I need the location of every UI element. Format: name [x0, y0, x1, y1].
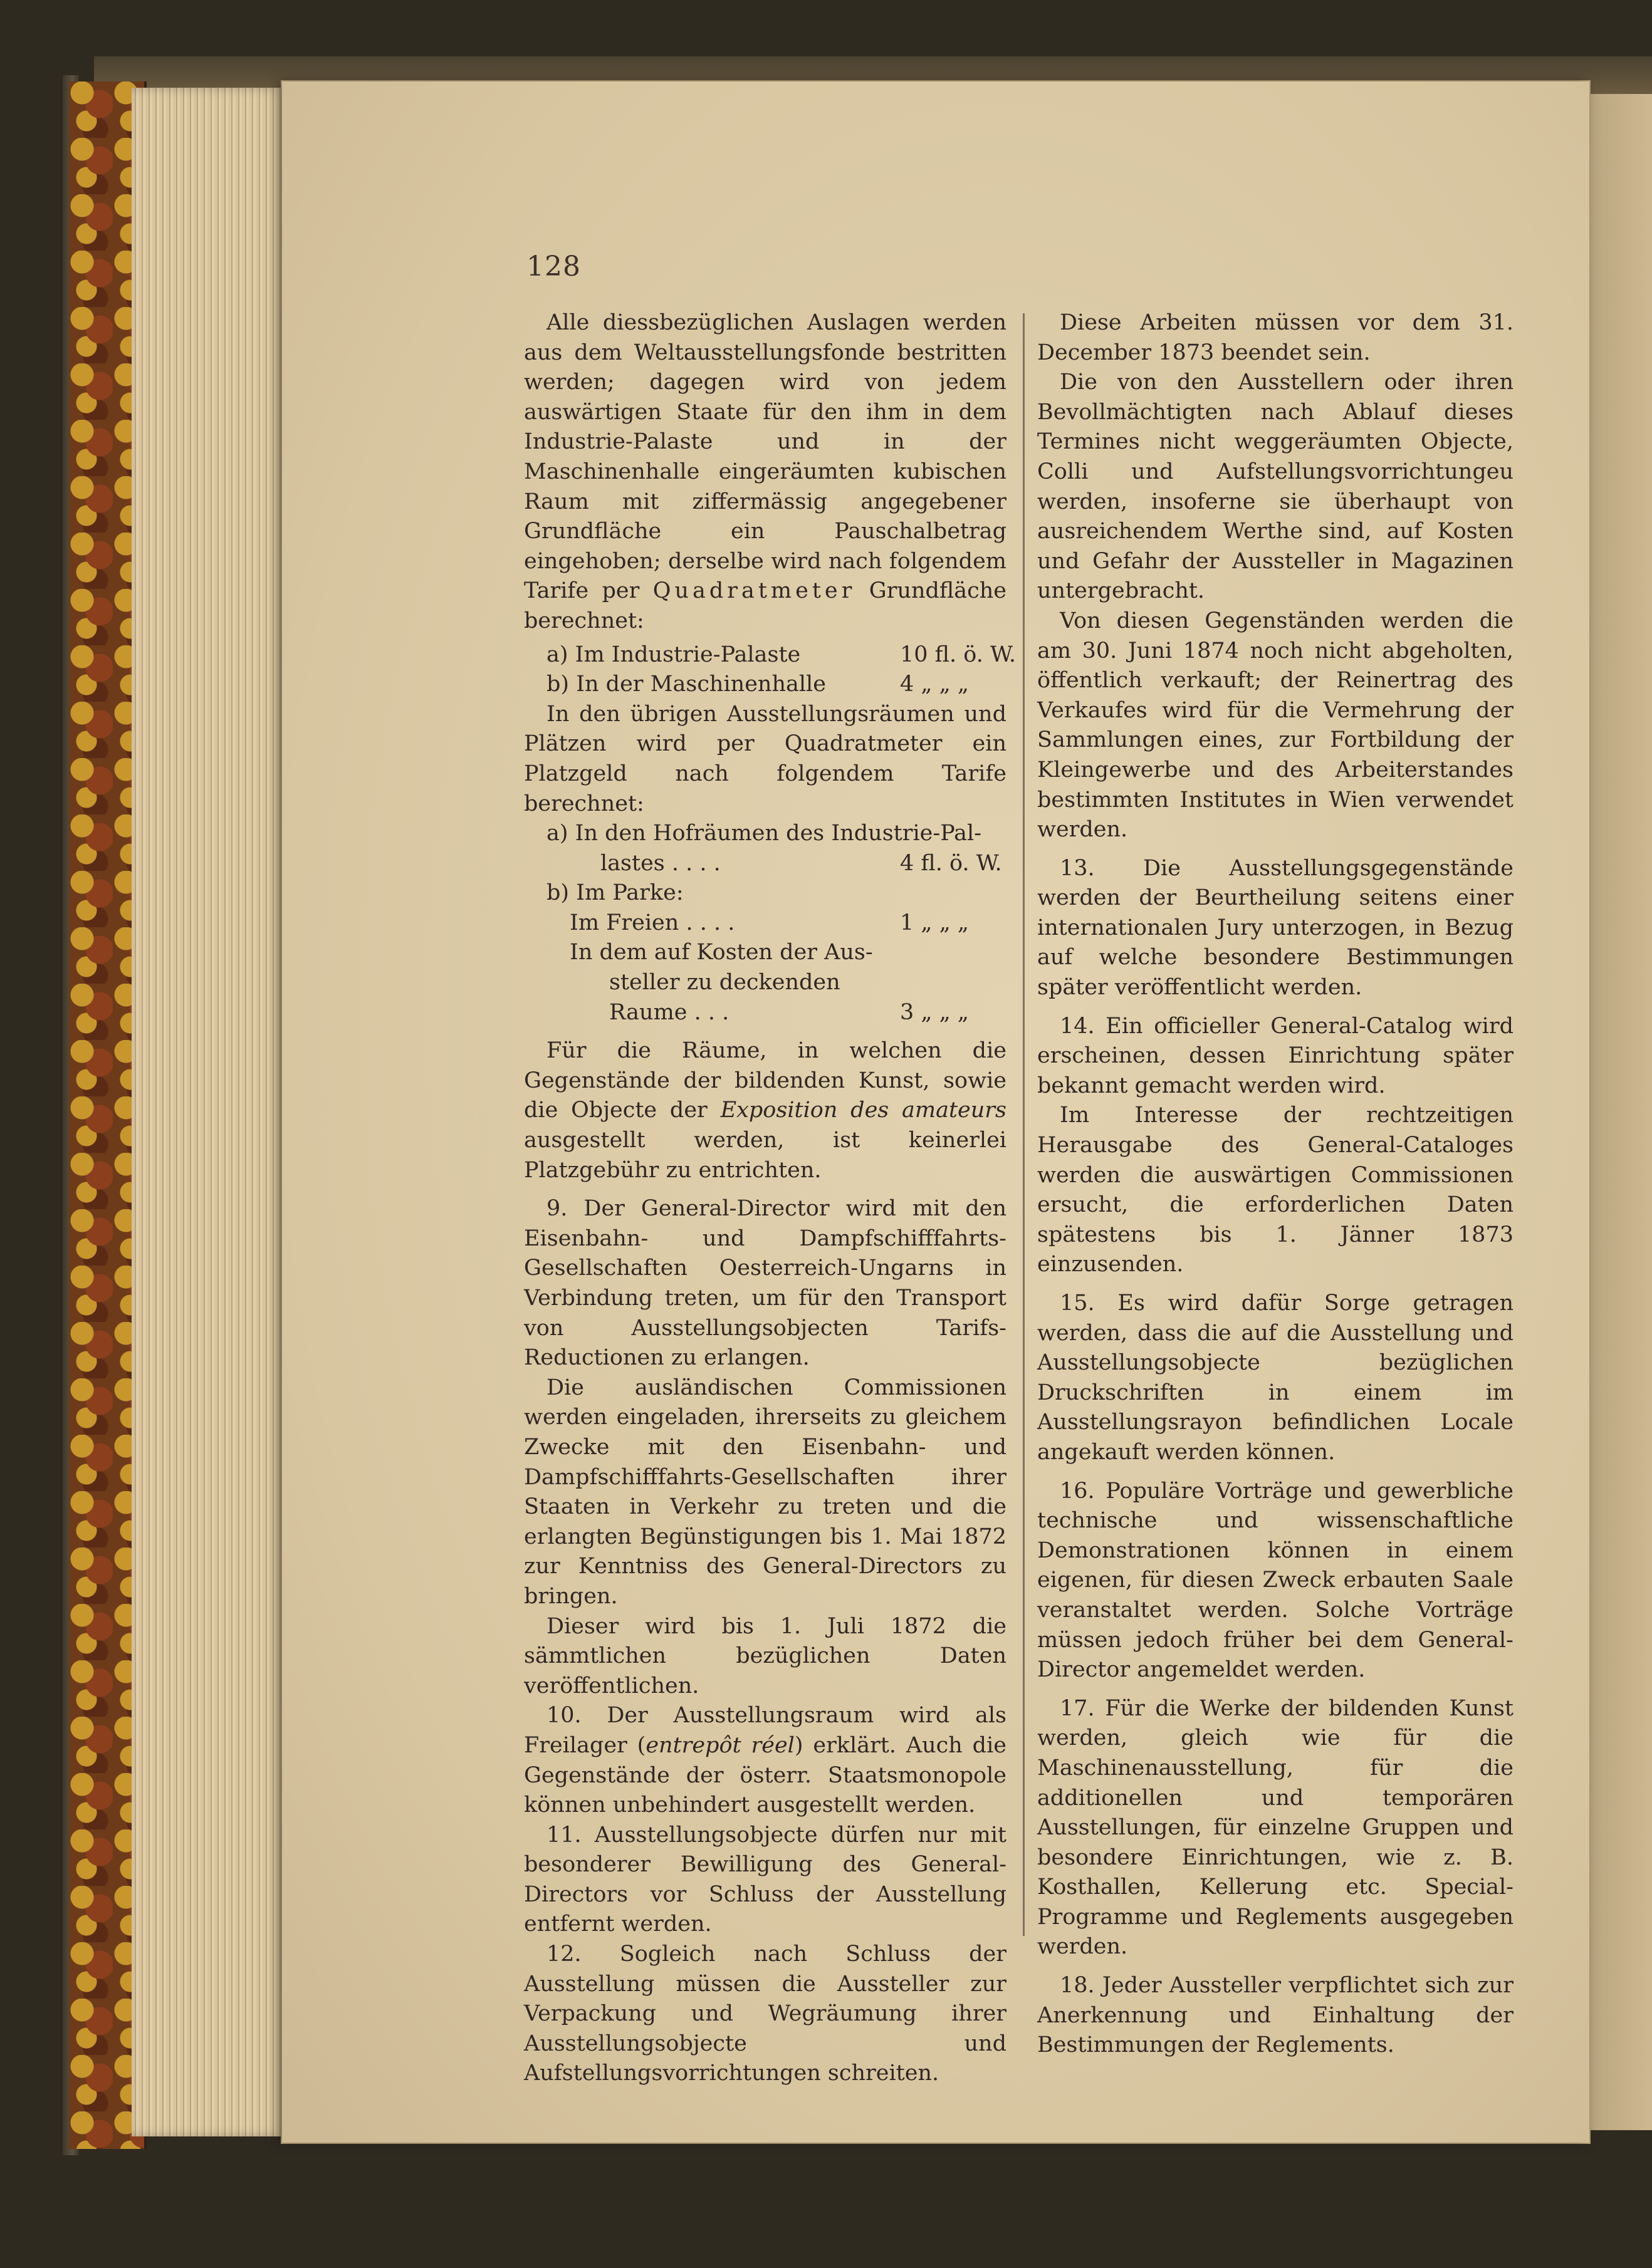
tariff-label: lastes . . . .: [600, 850, 721, 876]
tariff-label: b) In der Maschinenhalle: [546, 672, 826, 697]
text-kunst-end: ausgestellt werden, ist keinerlei Platzgebühr zu entrichten.: [524, 1128, 1006, 1183]
tariff-label: a) In den Hofräumen des Industrie-Pal-: [546, 821, 982, 846]
left-column: [524, 308, 1016, 2089]
tariff-price: 4 „ „ „: [900, 672, 970, 697]
paragraph-16: 16. Populäre Vorträge und gewerbliche technische und wissenschaftliche Demonstrationen können in einem eigenen, für diesen Zweck erbauten Saale veranstaltet werden. Solche Vorträge müssen jedoch früher bei dem General-Director angemeldet werden.: [1037, 1478, 1513, 1683]
paragraph-10: [524, 1701, 1006, 1820]
paragraph-14-cataloges: Im Interesse der rechtzeitigen Herausgabe des General-Cataloges werden die auswärtigen Commissionen ersucht, die erforderlichen Daten spätestens bis 1. Jänner 1873 einzusenden.: [1037, 1103, 1513, 1277]
tariff-price: 3 „ „ „: [900, 999, 970, 1025]
tariff-row-industrie-palaste: [524, 640, 1016, 670]
tariff-label: Raume . . .: [609, 999, 729, 1025]
text-entrepot-reel: entrepôt réel: [646, 1732, 795, 1758]
text-quadratmeter: Quadratmeter: [652, 578, 856, 604]
tariff-price: 4 fl. ö. W.: [900, 850, 1002, 876]
paragraph-9-commissionen: Die ausländischen Commissionen werden eingeladen, ihrerseits zu gleichem Zwecke mit den Eisenbahn- und Dampfschifffahrts-Gesellschaften ihrer Staaten in Verkehr zu treten und die erlangten Begünstigungen bis 1. Mai 1872 zur Kenntniss des General-Directors zu bringen.: [524, 1375, 1006, 1609]
text-10: 10. Der Ausstellungsraum wird als Freilager (: [524, 1703, 1006, 1758]
paragraph-13: 13. Die Ausstellungsgegenstände werden der Beurtheilung seitens einer internationalen Jury unterzogen, in Bezug auf welche besondere Bestimmungen später veröffentlicht werden.: [1037, 855, 1513, 1001]
text-kunst: Für die Räume, in welchen die Gegenstände der bildenden Kunst, sowie die Objecte der: [524, 1038, 1006, 1123]
paragraph-platzgeld: In den übrigen Ausstellungsräumen und Plätzen wird per Quadratmeter ein Platzgeld nach folgendem Tarife berechnet:: [524, 701, 1006, 816]
tariff-row-raume: [546, 998, 1006, 1028]
paragraph-9-daten: Dieser wird bis 1. Juli 1872 die sämmtlichen bezüglichen Daten veröffentlichen.: [524, 1613, 1006, 1698]
right-column: [1037, 308, 1513, 2061]
paragraph-11: 11. Ausstellungsobjecte dürfen nur mit besonderer Bewilligung des General-Directors vor Schluss der Ausstellung entfernt werden.: [524, 1822, 1006, 1937]
text-fees: Alle diessbezüglichen Auslagen werden aus dem Weltausstellungsfonde bestritten werden; dagegen wird von jedem auswärtigen Staate für den ihm in dem Industrie-Palaste und in der Maschinenhalle eingeräumten kubischen Raum mit ziffermässig angegebener Grundfläche ein Pauschalbetrag eingehoben; derselbe wird nach folgendem Tarife per: [524, 310, 1006, 604]
tariff-row-maschinenhalle: [524, 670, 1006, 700]
paragraph-fees: [524, 308, 1006, 637]
tariff-price: 10 fl. ö. W.: [900, 642, 1016, 667]
tariff-row-park: [524, 878, 1006, 1027]
page-edges: [132, 88, 288, 2136]
tariff-line: [546, 849, 1006, 879]
text-fees-end: Grundfläche berechnet:: [524, 578, 1006, 633]
paragraph-17: 17. Für die Werke der bildenden Kunst werden, gleich wie für die Maschinenausstellung, für die additionellen und temporären Ausstellungen, für einzelne Gruppen und besondere Einrichtungen, wie z. B. Kosthallen, Kellerung etc. Special-Programme und Reglements ausgegeben werden.: [1037, 1695, 1513, 1960]
tariff-label: Im Freien . . . .: [570, 910, 735, 935]
paragraph-18: 18. Jeder Aussteller verpflichtet sich zur Anerkennung und Einhaltung der Bestimmungen der Reglements.: [1037, 1973, 1513, 2058]
text-10-end: ) erklärt. Auch die Gegenstände der österr. Staatsmonopole können unbehindert ausgestellt werden.: [524, 1732, 1006, 1818]
tariff-price: 1 „ „ „: [900, 910, 970, 935]
tariff-label: In dem auf Kosten der Aus-: [570, 940, 873, 965]
adjacent-page-edge: [1589, 94, 1652, 2130]
paragraph-9: 9. Der General-Director wird mit den Eisenbahn- und Dampfschifffahrts-Gesellschaften Oesterreich-Ungarns in Verbindung treten, um für den Transport von Ausstellungsobjecten Tarifs-Reductionen zu erlangen.: [524, 1196, 1006, 1371]
paragraph-12: 12. Sogleich nach Schluss der Ausstellung müssen die Aussteller zur Verpackung und Wegräumung ihrer Ausstellungsobjecte und Aufstellungsvorrichtungen schreiten.: [524, 1942, 1006, 2086]
tariff-label: steller zu deckenden: [609, 970, 840, 996]
tariff-label: b) Im Parke:: [546, 880, 684, 906]
tariff-row-freien: [546, 908, 1006, 939]
paragraph-bevollmaechtigten: Die von den Ausstellern oder ihren Bevollmächtigten nach Ablauf dieses Termines nicht weggeräumten Objecte, Colli und Aufstellungsvorrichtungeu werden, insoferne sie überhaupt von ausreichendem Werthe sind, auf Kosten und Gefahr der Aussteller in Magazinen untergebracht.: [1037, 370, 1513, 604]
tariff-row-hofraeume: [524, 819, 1006, 878]
paragraph-gegenstaende: Von diesen Gegenständen werden die am 30. Juni 1874 noch nicht abgeholten, öffentlich verkauft; der Reinertrag des Verkaufes wird für die Vermehrung der Sammlungen eines, zur Fortbildung der Kleingewerbe und des Arbeiterstandes bestimmten Institutes in Wien verwendet werden.: [1037, 608, 1513, 843]
paragraph-arbeiten: Diese Arbeiten müssen vor dem 31. December 1873 beendet sein.: [1037, 310, 1513, 365]
page-number: 128: [526, 251, 581, 283]
text-exposition-des-amateurs: Exposition des amateurs: [720, 1098, 1006, 1123]
tariff-label: a) Im Industrie-Palaste: [546, 642, 801, 667]
paragraph-14: 14. Ein officieller General-Catalog wird erscheinen, dessen Einrichtung später bekannt gemacht werden wird.: [1037, 1013, 1513, 1098]
paragraph-kunst: [524, 1036, 1006, 1185]
column-divider: [1023, 313, 1025, 1936]
paragraph-15: 15. Es wird dafür Sorge getragen werden, dass die auf die Ausstellung und Ausstellungsobjecte bezüglichen Druckschriften in einem im Ausstellungsrayon befindlichen Locale angekauft werden können.: [1037, 1291, 1513, 1465]
